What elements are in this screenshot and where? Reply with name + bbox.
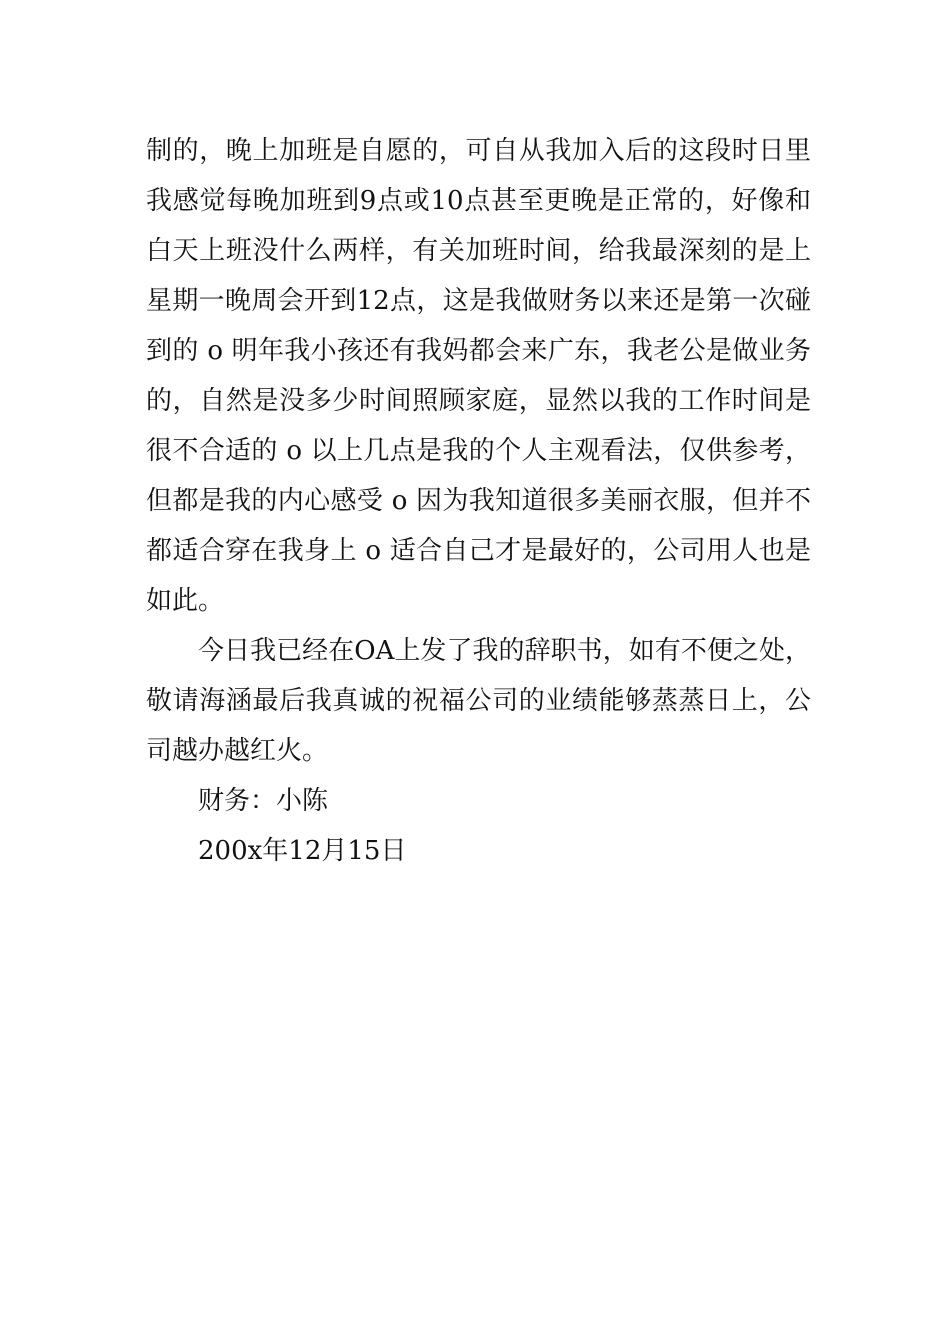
- date-line: 200x年12月15日: [198, 836, 407, 866]
- document-body: [146, 126, 811, 876]
- paragraph-continued: 制的，晚上加班是自愿的，可自从我加入后的这段时日里我感觉每晚加班到9点或10点甚至更晚是正常的，好像和白天上班没什么两样，有关加班时间，给我最深刻的是上星期一晚周会开到12点，这是我做财务以来还是第一次碰到的 o 明年我小孩还有我妈都会来广东，我老公是做业务的，自然是没多少时间照顾家庭，显然以我的工作时间是很不合适的 o 以上几点是我的个人主观看法，仅供参考，但都是我的内心感受 o 因为我知道很多美丽衣服，但并不都适合穿在我身上 o 适合自己才是最好的，公司用人也是如此。: [146, 136, 811, 616]
- signature-line: 财务：小陈: [198, 786, 329, 816]
- paragraph-resignation: 今日我已经在OA上发了我的辞职书，如有不便之处，敬请海涵最后我真诚的祝福公司的业绩能够蒸蒸日上，公司越办越红火。: [146, 636, 811, 766]
